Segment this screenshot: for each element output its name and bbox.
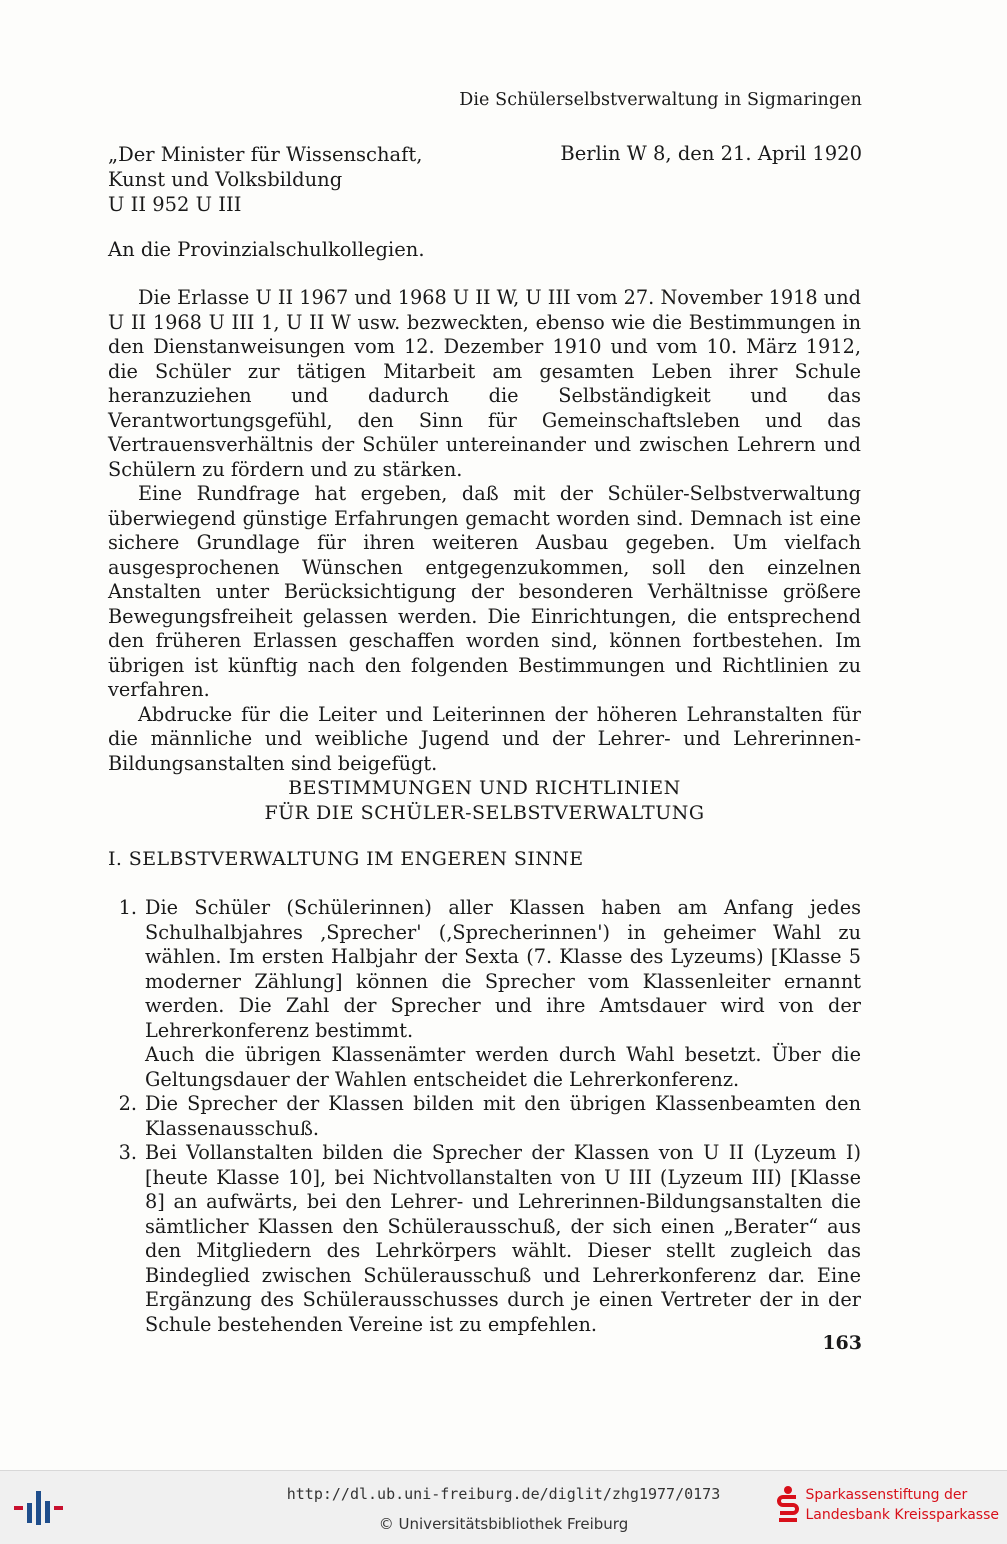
list-item <box>108 1092 861 1141</box>
item-text <box>145 1141 861 1337</box>
letter-date: Berlin W 8, den 21. April 1920 <box>560 142 862 165</box>
addressee: An die Provinzialschulkollegien. <box>108 238 425 261</box>
item-paragraph: Auch die übrigen Klassenämter werden durch Wahl besetzt. Über die Geltungsdauer der Wahlen entscheidet die Lehrerkonferenz. <box>145 1043 861 1091</box>
sponsor-text <box>805 1485 999 1525</box>
list-item <box>108 896 861 1092</box>
item-number: 3. <box>118 1141 137 1164</box>
item-text <box>145 896 861 1092</box>
sponsor-line: Sparkassenstiftung der <box>805 1487 968 1503</box>
letter-body <box>108 286 861 776</box>
sponsor-line: Landesbank Kreissparkasse <box>805 1507 999 1523</box>
numbered-list <box>108 896 861 1337</box>
item-paragraph: Die Sprecher der Klassen bilden mit den übrigen Klassenbeamten den Klassenausschuß. <box>145 1092 861 1140</box>
sponsor-logo[interactable] <box>777 1485 999 1525</box>
letter-sender <box>108 142 422 217</box>
item-paragraph: Die Schüler (Schülerinnen) aller Klassen haben am Anfang jedes Schulhalbjahres ‚Sprecher' (‚Sprecherinnen') in geheimer Wahl zu wählen. Im ersten Halbjahr der Sexta (7. Klasse des Lyzeums) [Klasse 5 moderner Zählung] können die Sprecher vom Klassenleiter ernannt werden. Die Zahl der Sprecher und ihre Amtsdauer wird von der Lehrerkonferenz bestimmt. <box>145 896 861 1042</box>
section-title-line: FÜR DIE SCHÜLER-SELBSTVERWALTUNG <box>264 801 705 824</box>
body-paragraph: Eine Rundfrage hat ergeben, daß mit der Schüler-Selbstverwaltung überwiegend günstige Erfahrungen gemacht worden sind. Demnach ist eine sichere Grundlage für ihren weiteren Ausbau gegeben. Um vielfach ausgesprochenen Wünschen entgegenzukommen, soll den einzelnen Anstalten unter Berücksichtigung der besonderen Verhältnisse größere Bewegungsfreiheit gelassen werden. Die Einrichtungen, die entsprechend den früheren Erlassen geschaffen worden sind, können fortbestehen. Im übrigen ist künftig nach den folgenden Bestimmungen und Richtlinien zu verfahren. <box>108 482 861 701</box>
item-paragraph: Bei Vollanstalten bilden die Sprecher der Klassen von U II (Lyzeum I) [heute Klasse 10], bei Nichtvollanstalten von U III (Lyzeum III) [Klasse 8] an aufwärts, bei den Lehrer- und Lehrerinnen-Bildungsanstalten die sämtlicher Klassen den Schülerausschuß, der sich einen „Berater“ aus den Mitgliedern des Lehrkörpers wählt. Dieser stellt zugleich das Bindeglied zwischen Schülerausschuß und Lehrerkonferenz dar. Eine Ergänzung des Schülerausschusses durch je einen Vertreter der in der Schule bestehenden Vereine ist zu empfehlen. <box>145 1141 861 1336</box>
permalink-url[interactable]: http://dl.ub.uni-freiburg.de/diglit/zhg1977/0173 <box>286 1485 721 1503</box>
page-number: 163 <box>822 1332 862 1354</box>
section-title-line: BESTIMMUNGEN UND RICHTLINIEN <box>288 777 681 799</box>
body-paragraph: Abdrucke für die Leiter und Leiterinnen der höheren Lehranstalten für die männliche und weibliche Jugend und der Lehrer- und Lehrerinnen-Bildungsanstalten sind beigefügt. <box>108 702 861 775</box>
body-paragraph: Die Erlasse U II 1967 und 1968 U II W, U III vom 27. November 1918 und U II 1968 U III 1, U II W usw. bezweckten, ebenso wie die Bestimmungen in den Dienstanweisungen vom 12. Dezember 1910 und vom 10. März 1912, die Schüler zur tätigen Mitarbeit am gesamten Leben ihrer Schule heranzuziehen und dadurch die Selbständigkeit und das Verantwortungsgefühl, den Sinn für Gemeinschaftsleben und das Vertrauensverhältnis der Schüler untereinander und zwischen Lehrern und Schülern zu fördern und zu stärken. <box>108 286 861 481</box>
sender-line: U II 952 U III <box>108 193 242 216</box>
subsection-title: I. SELBSTVERWALTUNG IM ENGEREN SINNE <box>108 848 584 870</box>
sender-line: „Der Minister für Wissenschaft, <box>108 143 423 166</box>
copyright-notice: © Universitätsbibliothek Freiburg <box>378 1515 629 1533</box>
running-head: Die Schülerselbstverwaltung in Sigmaringen <box>459 90 862 110</box>
item-text <box>145 1092 861 1141</box>
item-number: 2. <box>118 1092 137 1115</box>
section-title <box>108 776 861 825</box>
viewer-footer <box>0 1470 1007 1544</box>
list-item <box>108 1141 861 1337</box>
item-number: 1. <box>118 896 137 919</box>
sender-line: Kunst und Volksbildung <box>108 168 343 191</box>
sparkasse-logo-icon <box>777 1485 799 1523</box>
